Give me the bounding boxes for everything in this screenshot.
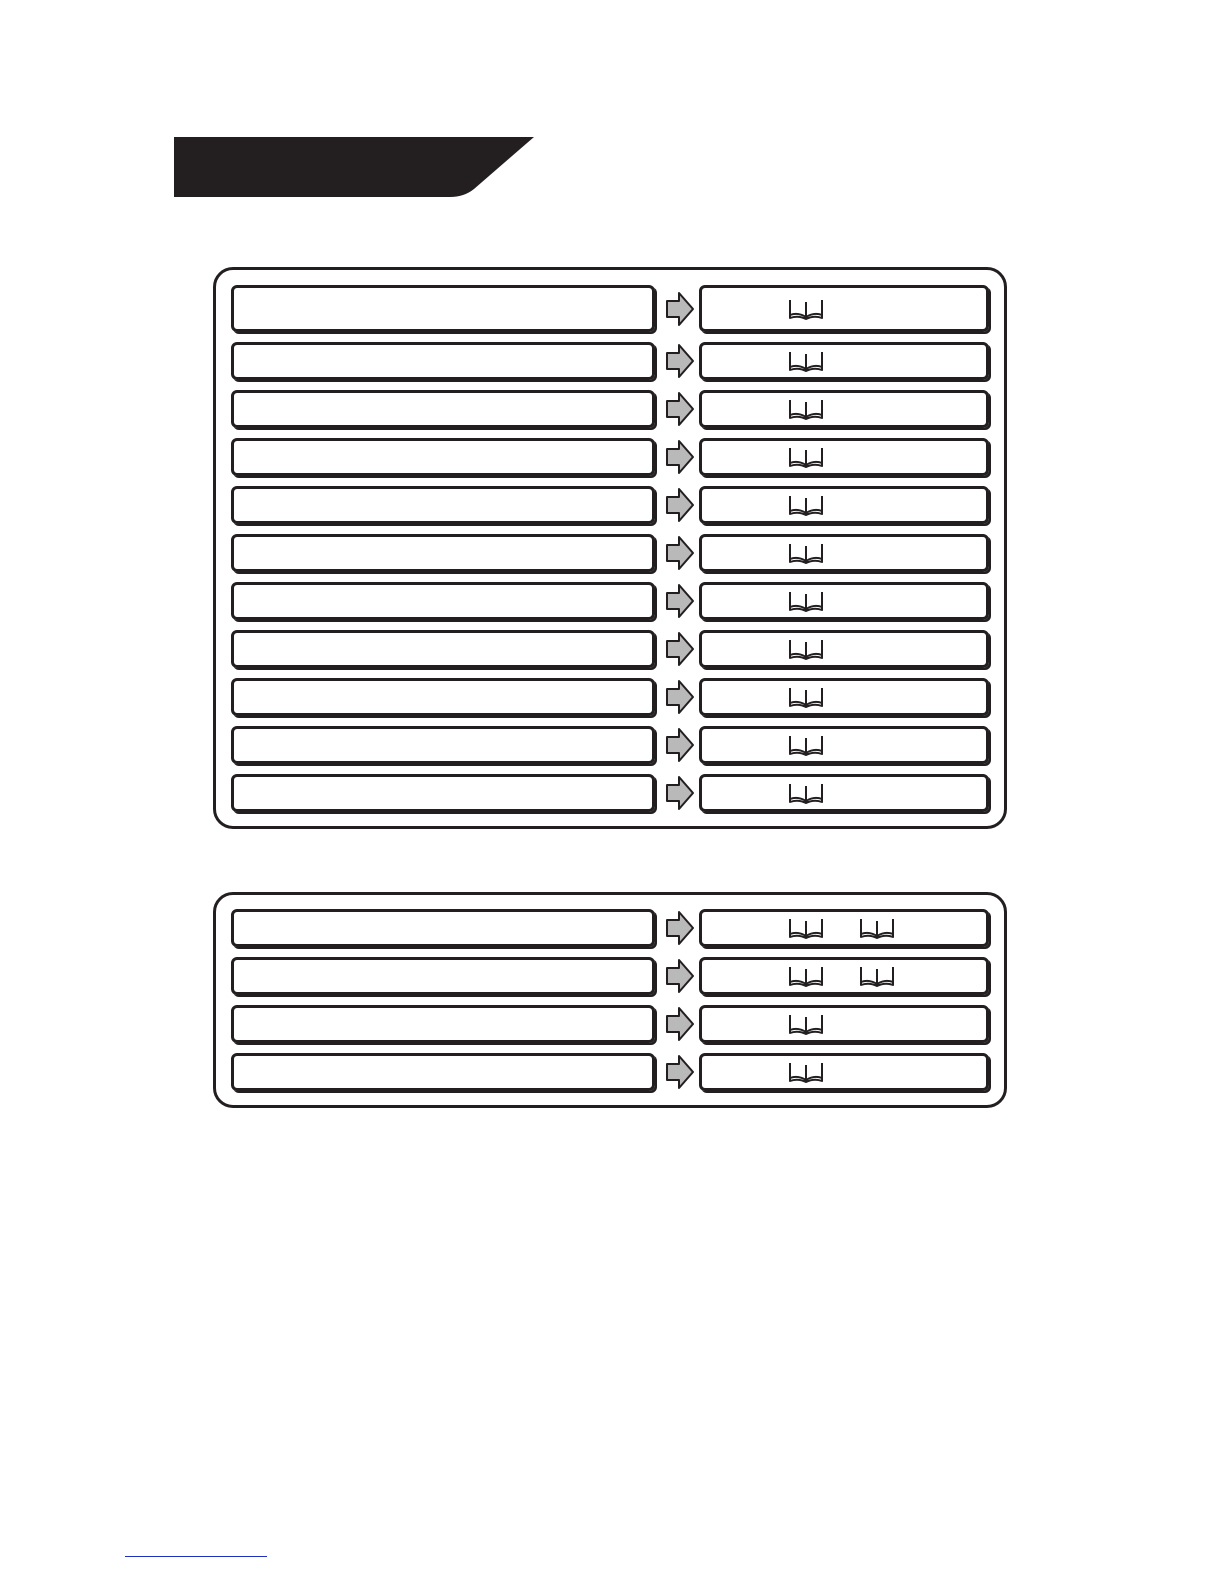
page-reference-box[interactable]	[699, 726, 989, 764]
open-book-icon	[787, 686, 825, 708]
right-arrow-icon	[665, 910, 695, 946]
right-arrow-icon	[665, 1006, 695, 1042]
open-book-icon	[787, 638, 825, 660]
row-label-box	[231, 678, 655, 716]
row-label-box	[231, 438, 655, 476]
page-reference-box[interactable]	[699, 1053, 989, 1091]
reference-row[interactable]	[231, 534, 993, 572]
row-label-box	[231, 342, 655, 380]
open-book-icon	[787, 1061, 825, 1083]
reference-row[interactable]	[231, 285, 993, 332]
right-arrow-icon	[665, 391, 695, 427]
page-reference-box[interactable]	[699, 774, 989, 812]
reference-row[interactable]	[231, 909, 993, 947]
right-arrow-icon	[665, 727, 695, 763]
open-book-icon	[787, 965, 825, 987]
right-arrow-icon	[665, 439, 695, 475]
open-book-icon	[858, 965, 896, 987]
open-book-icon	[858, 917, 896, 939]
right-arrow-icon	[665, 775, 695, 811]
page-reference-box[interactable]	[699, 678, 989, 716]
reference-row[interactable]	[231, 1005, 993, 1043]
right-arrow-icon	[665, 958, 695, 994]
reference-row[interactable]	[231, 390, 993, 428]
page-reference-box[interactable]	[699, 534, 989, 572]
right-arrow-icon	[665, 679, 695, 715]
reference-row[interactable]	[231, 726, 993, 764]
open-book-icon	[787, 446, 825, 468]
right-arrow-icon	[665, 1054, 695, 1090]
right-arrow-icon	[665, 535, 695, 571]
reference-row[interactable]	[231, 1053, 993, 1091]
open-book-icon	[787, 398, 825, 420]
row-label-box	[231, 726, 655, 764]
page-reference-box[interactable]	[699, 285, 989, 332]
reference-row[interactable]	[231, 486, 993, 524]
reference-row[interactable]	[231, 678, 993, 716]
row-label-box	[231, 630, 655, 668]
reference-row[interactable]	[231, 957, 993, 995]
row-label-box	[231, 390, 655, 428]
right-arrow-icon	[665, 343, 695, 379]
open-book-icon	[787, 734, 825, 756]
row-label-box	[231, 957, 655, 995]
right-arrow-icon	[665, 631, 695, 667]
page-reference-box[interactable]	[699, 486, 989, 524]
reference-panel-1	[213, 267, 1007, 829]
reference-row[interactable]	[231, 342, 993, 380]
footer-link-underline	[125, 1556, 267, 1557]
page-reference-box[interactable]	[699, 630, 989, 668]
right-arrow-icon	[665, 291, 695, 327]
open-book-icon	[787, 782, 825, 804]
row-label-box	[231, 534, 655, 572]
page-reference-box[interactable]	[699, 957, 989, 995]
section-header-tab	[174, 137, 536, 197]
page-reference-box[interactable]	[699, 342, 989, 380]
page-reference-box[interactable]	[699, 390, 989, 428]
row-label-box	[231, 1053, 655, 1091]
reference-row[interactable]	[231, 774, 993, 812]
page-reference-box[interactable]	[699, 582, 989, 620]
right-arrow-icon	[665, 487, 695, 523]
row-label-box	[231, 582, 655, 620]
open-book-icon	[787, 350, 825, 372]
row-label-box	[231, 285, 655, 332]
page-reference-box[interactable]	[699, 909, 989, 947]
reference-panel-2	[213, 892, 1007, 1108]
open-book-icon	[787, 494, 825, 516]
open-book-icon	[787, 298, 825, 320]
right-arrow-icon	[665, 583, 695, 619]
row-label-box	[231, 486, 655, 524]
page-reference-box[interactable]	[699, 438, 989, 476]
open-book-icon	[787, 1013, 825, 1035]
row-label-box	[231, 1005, 655, 1043]
reference-row[interactable]	[231, 630, 993, 668]
open-book-icon	[787, 542, 825, 564]
open-book-icon	[787, 590, 825, 612]
row-label-box	[231, 909, 655, 947]
reference-row[interactable]	[231, 438, 993, 476]
reference-row[interactable]	[231, 582, 993, 620]
row-label-box	[231, 774, 655, 812]
open-book-icon	[787, 917, 825, 939]
page-reference-box[interactable]	[699, 1005, 989, 1043]
